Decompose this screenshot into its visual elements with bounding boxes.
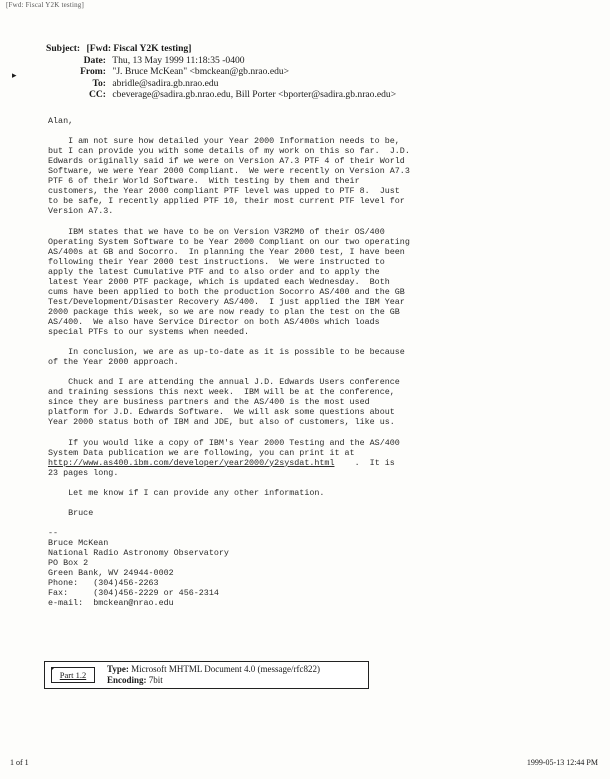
para1-line: I am not sure how detailed your Year 2000 Information needs to be,	[48, 136, 400, 147]
to-label: To:	[92, 77, 106, 89]
attachment-meta	[107, 664, 320, 686]
para2-line: special PTFs to our systems when needed.	[48, 326, 250, 337]
url-tail: . It is	[334, 457, 395, 468]
sig-name: Bruce McKean	[48, 537, 109, 548]
cc-label: CC:	[88, 89, 106, 101]
to-value: abridle@sadira.gb.nrao.edu	[112, 77, 219, 89]
para5-line: If you would like a copy of IBM's Year 2000 Testing and the AS/400	[48, 437, 400, 448]
para5-line: System Data publication we are following, you can print it at	[48, 447, 355, 458]
para4-line: Year 2000 status both of IBM and JDE, but also of customers, like us.	[48, 417, 395, 428]
from-value: "J. Bruce McKean" <bmckean@gb.nrao.edu>	[112, 66, 290, 78]
sig-city: Green Bank, WV 24944-0002	[48, 568, 174, 579]
page-count: 1 of 1	[10, 758, 29, 767]
para2-line: Operating System Software to be Year 2000 Compliant on our two operating	[48, 236, 410, 247]
para2-line: 2000 package this week, so we are now ready to plan the test on the GB	[48, 306, 400, 317]
para2-line: AS/400s at GB and Socorro. In planning the Year 2000 test, I have been	[48, 246, 405, 257]
para1-line: Version A7.3.	[48, 206, 114, 217]
ibm-year2000-link[interactable]: http://www.as400.ibm.com/developer/year2000/y2sysdat.html	[48, 457, 335, 468]
para4-line: and training sessions this next week. IBM will be at the conference,	[48, 387, 395, 398]
sig-fax: Fax: (304)456-2229 or 456-2314	[48, 588, 219, 599]
email-header	[46, 43, 396, 101]
print-datetime: 1999-05-13 12:44 PM	[526, 758, 598, 767]
type-label: Type:	[107, 664, 129, 674]
para5-url-line	[48, 458, 598, 468]
para4-line: since they are business partners and the AS/400 is the most used	[48, 397, 370, 408]
para2-line: apply the latest Cumulative PTF and to also order and to apply the	[48, 266, 380, 277]
cc-row	[46, 89, 396, 101]
signoff: Bruce	[48, 507, 94, 518]
para1-line: customers, the Year 2000 compliant PTF level was upped to PTF 8. Just	[48, 186, 400, 197]
cc-value: cbeverage@sadira.gb.nrao.edu, Bill Porter <bporter@sadira.gb.nrao.edu>	[112, 89, 397, 101]
sig-box: PO Box 2	[48, 558, 89, 569]
para1-line: to be safe, I recently applied PTF 10, their most current PTF level for	[48, 196, 405, 207]
to-row	[46, 78, 396, 90]
para2-line: latest Year 2000 PTF package, which is updated each Wednesday. Both	[48, 276, 390, 287]
para2-line: Test/Development/Disaster Recovery AS/400. I just applied the IBM Year	[48, 296, 405, 307]
from-label: From:	[80, 66, 106, 78]
para4-line: platform for J.D. Edwards Software. We will ask some questions about	[48, 407, 395, 418]
sig-dashes: --	[48, 527, 59, 538]
encoding-label: Encoding:	[107, 675, 147, 685]
subject-value: [Fwd: Fiscal Y2K testing]	[86, 43, 192, 54]
para1-line: Edwards originally said if we were on Version A7.3 PTF 4 of their World	[48, 156, 405, 167]
sig-phone: Phone: (304)456-2263	[48, 578, 159, 589]
date-row	[46, 55, 396, 67]
attachment-part-link[interactable]: Part 1.2	[51, 667, 95, 683]
para5-line: 23 pages long.	[48, 467, 119, 478]
para1-line: but I can provide you with some details of my work on this so far. J.D.	[48, 146, 410, 157]
sig-org: National Radio Astronomy Observatory	[48, 548, 229, 559]
email-body	[48, 116, 598, 608]
type-value: Microsoft MHTML Document 4.0 (message/rfc822)	[131, 664, 320, 674]
para2-line: following their Year 2000 test instructions. We were instructed to	[48, 256, 385, 267]
attachment-box	[44, 661, 369, 689]
subject-label: Subject:	[46, 43, 81, 54]
para2-line: cums have been applied to both the production Socorro AS/400 and the GB	[48, 286, 405, 297]
closing-line: Let me know if I can provide any other information.	[48, 487, 325, 498]
from-row	[46, 66, 396, 78]
page-header-note: [Fwd: Fiscal Y2K testing]	[6, 1, 85, 9]
para1-line: PTF 6 of their World Software. With testing by them and their	[48, 176, 360, 187]
date-value: Thu, 13 May 1999 11:18:35 -0400	[112, 54, 245, 66]
margin-mark: ▸	[12, 70, 17, 80]
para2-line: IBM states that we have to be on Version V3R2M0 of their OS/400	[48, 226, 385, 237]
encoding-value: 7bit	[148, 675, 163, 685]
para2-line: AS/400. We also have Service Director on both AS/400s which loads	[48, 316, 380, 327]
para1-line: Software, we were Year 2000 Compliant. We were recently on Version A7.3	[48, 166, 410, 177]
para3-line: In conclusion, we are as up-to-date as it is possible to be because	[48, 347, 405, 358]
para3-line: of the Year 2000 approach.	[48, 357, 179, 368]
para4-line: Chuck and I are attending the annual J.D. Edwards Users conference	[48, 377, 400, 388]
subject-row	[46, 43, 396, 55]
greeting: Alan,	[48, 116, 74, 126]
date-label: Date:	[83, 54, 106, 66]
sig-email: e-mail: bmckean@nrao.edu	[48, 598, 174, 609]
page-fold-icon	[51, 667, 55, 671]
